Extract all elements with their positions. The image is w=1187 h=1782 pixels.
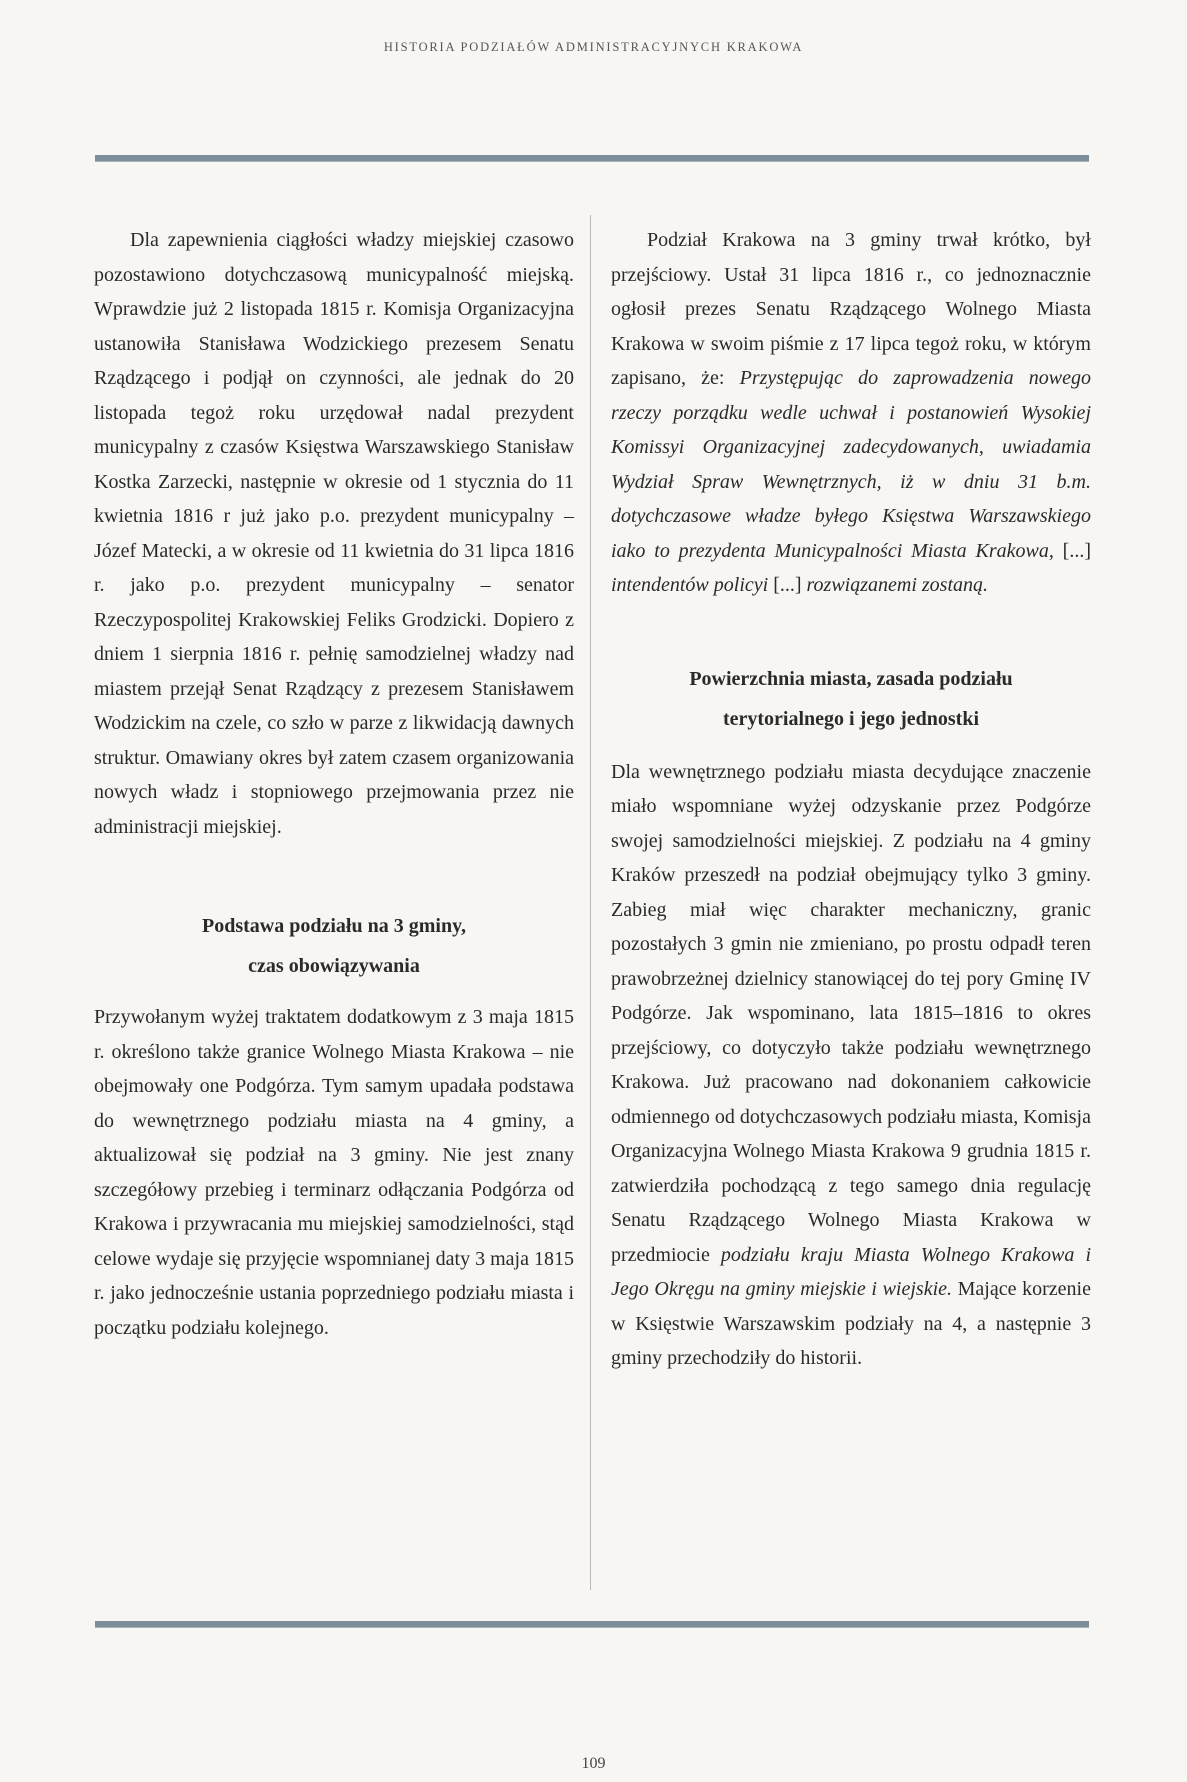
document-title: podziału kraju Miasta Wolnego Krakowa i Jego Okręgu na gminy miejskie i wiejskie. bbox=[611, 1243, 1092, 1300]
right-column bbox=[611, 223, 1091, 1376]
quotation: intendentów policyi bbox=[611, 574, 774, 596]
paragraph-text: Mające korzenie w Księstwie Warszawskim podziały na 4, a następnie 3 gminy przechodziły do historii. bbox=[611, 1278, 1091, 1369]
section-heading-division-basis bbox=[94, 906, 574, 986]
paragraph-text: Dla wewnętrznego podziału miasta decydujące znaczenie miało wspomniane wyżej odzyskanie przez Podgórze swojej samodzielności miejskiej. Z podziału na 4 gminy Kraków przeszedł na podział obejmujący tylko 3 gminy. Zabieg miał więc charakter mechaniczny, granic pozostałych 3 gmin nie zmieniano, po prostu odpadł teren prawobrzeżnej dzielnicy stanowiącej do tej pory Gminę IV Podgórze. Jak wspominano, lata 1815–1816 to okres przejściowy, co dotyczyło także podziału wewnętrznego Krakowa. Już pracowano nad dokonaniem całkowicie odmiennego od dotychczasowych podziału miasta, Komisja Organizacyjna Wolnego Miasta Krakowa 9 grudnia 1815 r. zatwierdziła pochodzącą z tego samego dnia regulację Senatu Rządzącego Wolnego Miasta Krakowa w przedmiocie bbox=[611, 760, 1091, 1266]
left-paragraph-1: Dla zapewnienia ciągłości władzy miejskiej czasowo pozostawiono dotychczasową municypalność miejską. Wprawdzie już 2 listopada 1815 r. Komisja Organizacyjna ustanowiła Stanisława Wodzickiego prezesem Senatu Rządzącego i podjął on czynności, ale jednak do 20 listopada tegoż roku urzędował nadal prezydent municypalny z czasów Księstwa Warszawskiego Stanisław Kostka Zarzecki, następnie w okresie od 1 stycznia do 11 kwietnia 1816 r już jako p.o. prezydent municypalny – Józef Matecki, a w okresie od 11 kwietnia do 31 lipca 1816 r. jako p.o. prezydent municypalny – senator Rzeczypospolitej Krakowskiej Feliks Grodzicki. Dopiero z dniem 1 sierpnia 1816 r. pełnię samodzielnej władzy nad miastem przejął Senat Rządzący z prezesem Stanisławem Wodzickim na czele, co szło w parze z likwidacją dawnych struktur. Omawiany okres był zatem czasem organizowania nowych władz i stopniowego przejmowania przez nie administracji miejskiej. bbox=[94, 229, 574, 838]
bottom-rule bbox=[95, 1621, 1089, 1628]
left-paragraph-2: Przywołanym wyżej traktatem dodatkowym z 3 maja 1815 r. określono także granice Wolnego Miasta Krakowa – nie obejmowały one Podgórza. Tym samym upadała podstawa do wewnętrznego podziału miasta na 4 gminy, a aktualizował się podział na 3 gminy. Nie jest znany szczegółowy przebieg i terminarz odłączania Podgórza od Krakowa i przywracania mu miejskiej samodzielności, stąd celowe wydaje się przyjęcie wspomnianej daty 3 maja 1815 r. jako jednocześnie ustania poprzedniego podziału miasta i początku podziału kolejnego. bbox=[94, 1006, 574, 1339]
heading-line-1: Podstawa podziału na 3 gminy, bbox=[202, 915, 466, 937]
heading-line-2: terytorialnego i jego jednostki bbox=[722, 707, 980, 730]
top-rule bbox=[95, 155, 1089, 162]
ellipsis: [...] bbox=[773, 574, 802, 596]
page-number: 109 bbox=[581, 1755, 606, 1772]
heading-line-2: czas obowiązywania bbox=[248, 955, 420, 977]
quotation: Przystępując do zaprowadzenia nowego rzeczy porządku wedle uchwał i postanowień Wysokiej Komissyi Organizacyjnej zadecydowanych, uwiadamia Wydział Spraw Wewnętrznych, iż w dniu 31 b.m. dotychczasowe władze byłego Księstwa Warszawskiego iako to prezydenta Municypalności Miasta Krakowa, bbox=[611, 367, 1091, 562]
section-heading-city-area bbox=[611, 659, 1091, 739]
left-column bbox=[94, 223, 574, 1345]
right-paragraph-2 bbox=[611, 755, 1091, 1376]
ellipsis: [...] bbox=[1062, 539, 1091, 562]
paragraph-text: Podział Krakowa na 3 gminy trwał krótko, był przejściowy. Ustał 31 lipca 1816 r., co jednoznacznie ogłosił prezes Senatu Rządzącego Wolnego Miasta Krakowa w swoim piśmie z 17 lipca tegoż roku, w którym zapisano, że: bbox=[611, 229, 1091, 389]
quotation: rozwiązanemi zostaną. bbox=[801, 574, 989, 596]
column-divider bbox=[590, 215, 591, 1590]
heading-line-1: Powierzchnia miasta, zasada podziału bbox=[689, 667, 1013, 690]
right-paragraph-1 bbox=[611, 223, 1091, 603]
running-header: HISTORIA PODZIAŁÓW ADMINISTRACYJNYCH KRAKOWA bbox=[383, 40, 804, 54]
